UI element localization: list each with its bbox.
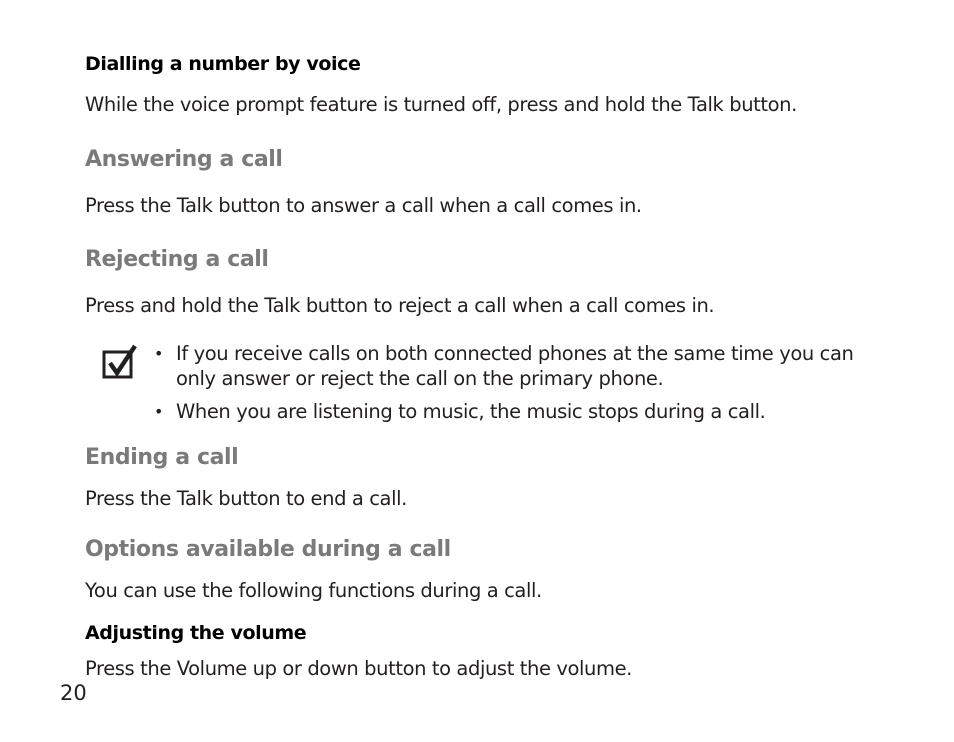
- volume-text: Press the Volume up or down button to adjust the volume.: [85, 657, 632, 680]
- dialling-text: While the voice prompt feature is turned off, press and hold the Talk button.: [85, 93, 797, 116]
- bullet-icon: •: [154, 344, 164, 363]
- checkbox-note-icon: [102, 344, 138, 380]
- note-item-1-line-2: only answer or reject the call on the primary phone.: [176, 367, 664, 390]
- ending-heading: Ending a call: [85, 445, 239, 470]
- rejecting-heading: Rejecting a call: [85, 247, 269, 272]
- page-number: 20: [60, 681, 87, 705]
- options-text: You can use the following functions during a call.: [85, 579, 542, 602]
- volume-subheading: Adjusting the volume: [85, 622, 307, 644]
- answering-heading: Answering a call: [85, 147, 283, 172]
- ending-text: Press the Talk button to end a call.: [85, 487, 407, 510]
- answering-text: Press the Talk button to answer a call when a call comes in.: [85, 194, 642, 217]
- rejecting-text: Press and hold the Talk button to reject a call when a call comes in.: [85, 294, 715, 317]
- note-item-2-line-1: When you are listening to music, the music stops during a call.: [176, 400, 766, 423]
- note-item-1-line-1: If you receive calls on both connected phones at the same time you can: [176, 342, 854, 365]
- bullet-icon: •: [154, 402, 164, 421]
- dialling-subheading: Dialling a number by voice: [85, 53, 361, 75]
- options-heading: Options available during a call: [85, 537, 451, 562]
